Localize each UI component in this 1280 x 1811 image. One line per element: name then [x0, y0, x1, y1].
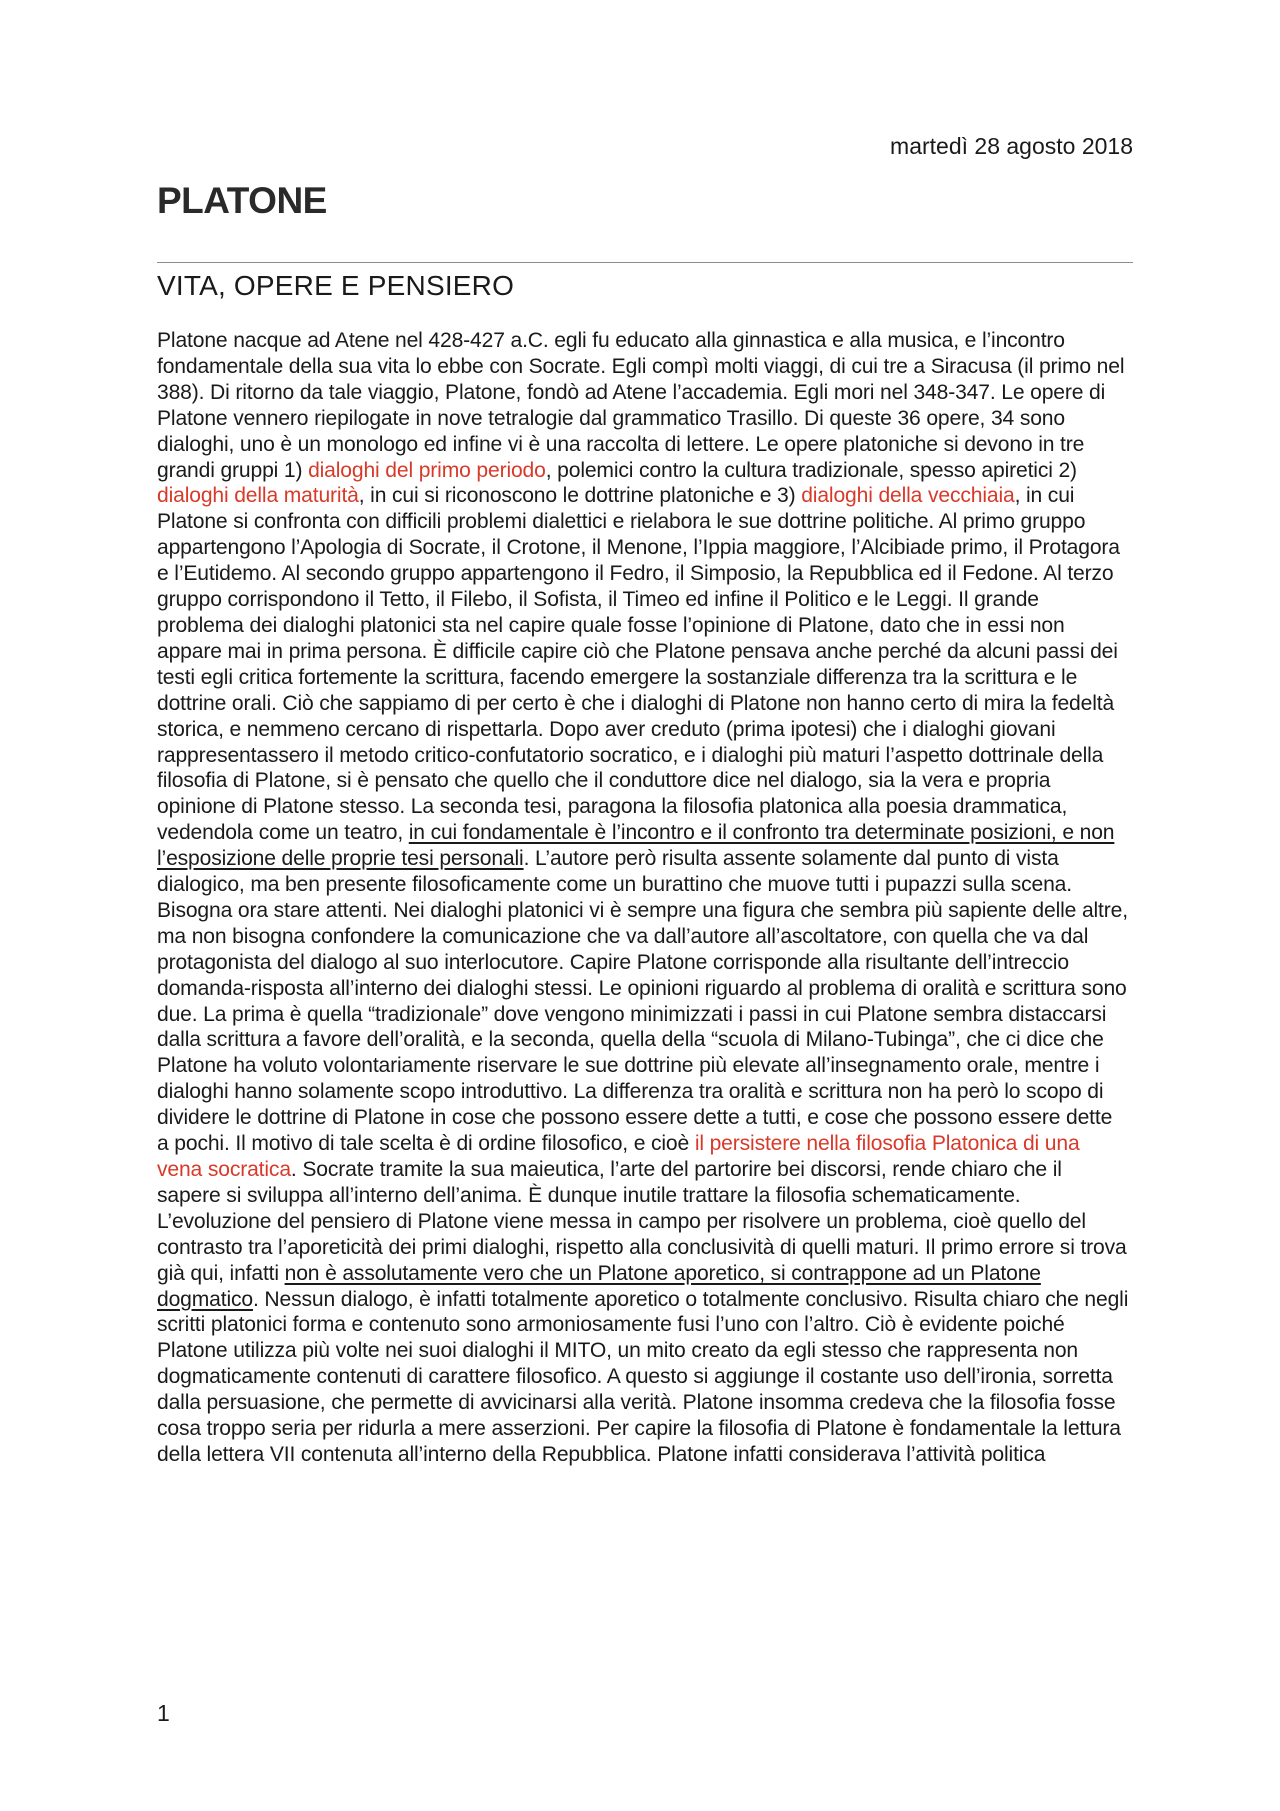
body-text-segment: , polemici contro la cultura tradizionale, spesso apiretici 2) — [545, 458, 1077, 482]
underlined-phrase: non è assolutamente vero che un Platone aporetico, si contrappone ad un Platone dogmatico — [157, 1261, 1041, 1311]
section-heading: VITA, OPERE E PENSIERO — [157, 270, 515, 301]
body-text-segment: , in cui Platone si confronta con difficili problemi dialettici e rielabora le sue dottrine politiche. Al primo gruppo appartengono l’Apologia di Socrate, il Crotone, il Menone, l’Ippia maggiore, l’Alcibiade primo, il Protagora e l’Eutidemo. Al secondo gruppo appartengono il Fedro, il Simposio, la Repubblica ed il Fedone. Al terzo gruppo corrispondono il Tetto, il Filebo, il Sofista, il Timeo ed infine il Politico e le Leggi. Il grande problema dei dialoghi platonici sta nel capire quale fosse l’opinione di Platone, dato che in essi non appare mai in prima persona. È difficile capire ciò che Platone pensava anche perché da alcuni passi dei testi egli critica fortemente la scrittura, facendo emergere la sostanziale differenza tra la scrittura e le dottrine orali. Ciò che sappiamo di per certo è che i dialoghi di Platone non hanno certo di mira la fedeltà storica, e nemmeno cercano di rispettarla. Dopo aver creduto (prima ipotesi) che i dialoghi giovani rappresentassero il metodo critico-confutatorio socratico, e i dialoghi più maturi l’aspetto dottrinale della filosofia di Platone, si è pensato che quello che il conduttore dice nel dialogo, sia la vera e propria opinione di Platone stesso. La seconda tesi, paragona la filosofia platonica alla poesia drammatica, vedendola come un teatro, — [157, 484, 1120, 845]
highlighted-phrase: dialoghi del primo periodo — [308, 458, 546, 482]
highlighted-phrase: il persistere nella filosofia Platonica di una vena socratica — [157, 1132, 1080, 1181]
body-text-segment: . Nessun dialogo, è infatti totalmente aporetico o totalmente conclusivo. Risulta chiaro che negli scritti platonici forma e contenuto sono armoniosamente fusi l’uno con l’altro. Ciò è evidente poiché Platone utilizza più volte nei suoi dialoghi il MITO, un mito creato da egli stesso che rappresenta non dogmaticamente contenuti di carattere filosofico. A questo si aggiunge il costante uso dell’ironia, sorretta dalla persuasione, che permette di avvicinarsi alla verità. Platone insomma credeva che la filosofia fosse cosa troppo seria per ridurla a mere asserzioni. Per capire la filosofia di Platone è fondamentale la lettura della lettera VII contenuta all’interno della Repubblica. Platone infatti considerava l’attività politica — [157, 1287, 1129, 1466]
title-divider — [157, 262, 1133, 263]
body-text-segment: . L’autore però risulta assente solamente dal punto di vista dialogico, ma ben presente filosoficamente come un burattino che muove tutti i pupazzi sulla scena. Bisogna ora stare attenti. Nei dialoghi platonici vi è sempre una figura che sembra più sapiente delle altre, ma non bisogna confondere la comunicazione che va dall’autore all’ascoltatore, con quella che va dal protagonista del dialogo al suo interlocutore. Capire Platone corrisponde alla risultante dell’intreccio domanda-risposta all’interno dei dialoghi stessi. Le opinioni riguardo al problema di oralità e scrittura sono due. La prima è quella “tradizionale” dove vengono minimizzati i passi in cui Platone sembra distaccarsi dalla scrittura a favore dell’oralità, e la seconda, quella della “scuola di Milano-Tubinga”, che ci dice che Platone ha voluto volontariamente riservare le sue dottrine più elevate all’insegnamento orale, mentre i dialoghi hanno solamente scopo introduttivo. La differenza tra oralità e scrittura non ha però lo scopo di dividere le dottrine di Platone in cose che possono essere dette a tutti, e cose che possono essere dette a pochi. Il motivo di tale scelta è di ordine filosofico, e cioè — [157, 847, 1128, 1156]
page-date: martedì 28 agosto 2018 — [890, 133, 1133, 159]
body-text-segment: , in cui si riconoscono le dottrine platoniche e 3) — [358, 484, 802, 508]
body-text-segment: Platone nacque ad Atene nel 428-427 a.C. egli fu educato alla ginnastica e alla musica, e l’incontro fondamentale della sua vita lo ebbe con Socrate. Egli compì molti viaggi, di cui tre a Siracusa (il primo nel 388). Di ritorno da tale viaggio, Platone, fondò ad Atene l’accademia. Egli mori nel 348-347. Le opere di Platone vennero riepilogate in nove tetralogie dal grammatico Trasillo. Di queste 36 opere, 34 sono dialoghi, uno è un monologo ed infine vi è una raccolta di lettere. Le opere platoniche si devono in tre grandi gruppi 1) — [157, 329, 1125, 482]
body-paragraph — [157, 328, 1129, 1468]
page-title: PLATONE — [157, 180, 327, 221]
highlighted-phrase: dialoghi della vecchiaia — [801, 484, 1015, 508]
page-number: 1 — [157, 1700, 170, 1726]
highlighted-phrase: dialoghi della maturità — [157, 484, 359, 508]
underlined-phrase: in cui fondamentale è l’incontro e il confronto tra determinate posizioni, e non l’esposizione delle proprie tesi personali — [157, 821, 1115, 871]
body-text-segment: . Socrate tramite la sua maieutica, l’arte del partorire bei discorsi, rende chiaro che il sapere si sviluppa all’interno dell’anima. È dunque inutile trattare la filosofia schematicamente. L’evoluzione del pensiero di Platone viene messa in campo per risolvere un problema, cioè quello del contrasto tra l’aporeticità dei primi dialoghi, rispetto alla conclusività di quelli maturi. Il primo errore si trova già qui, infatti — [157, 1158, 1127, 1285]
